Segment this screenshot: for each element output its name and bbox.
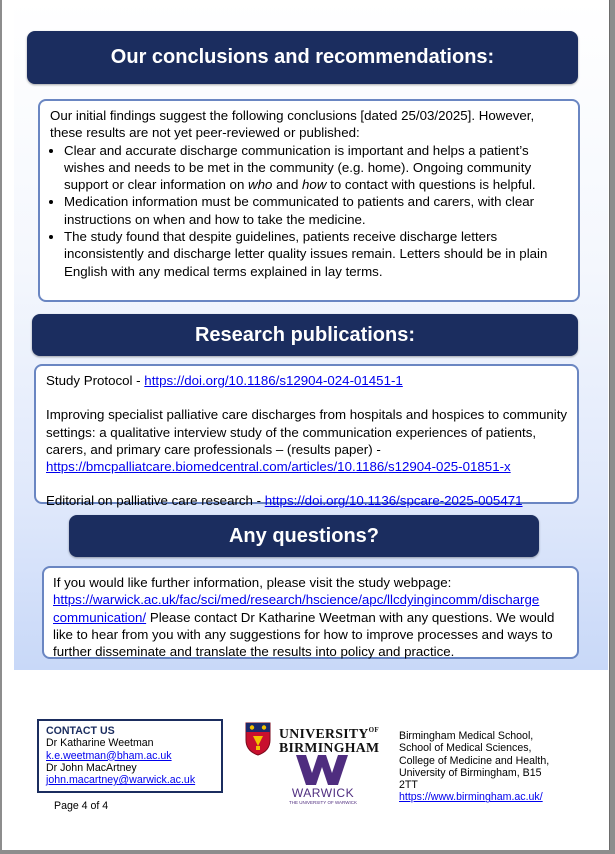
contact-box: [37, 719, 223, 793]
uob-line2: BIRMINGHAM: [279, 740, 380, 755]
study-protocol: Study Protocol - https://doi.org/10.1186/s12904-024-01451-1: [46, 373, 403, 388]
conclusions-intro: Our initial findings suggest the following conclusions [dated 25/03/2025]. However, these results are not yet peer-reviewed or published:: [50, 108, 535, 141]
document-page: [2, 0, 610, 850]
poster-panel: [14, 0, 608, 670]
uob-of: OF: [368, 726, 379, 734]
uob-line1: UNIVERSITY: [279, 726, 369, 741]
list-item: • The study found that despite guidelines, patients receive discharge letters inconsistently and discharge letter quality issues remain. Letters should be in plain English with any medical terms explained in lay terms.: [64, 228, 570, 280]
address-line: Birmingham Medical School,: [399, 730, 534, 742]
conclusions-list: [50, 142, 570, 280]
page-number: Page 4 of 4: [54, 800, 109, 812]
study-protocol-link[interactable]: https://doi.org/10.1186/s12904-024-01451-1: [144, 373, 403, 388]
contact-email-1[interactable]: k.e.weetman@bham.ac.uk: [46, 749, 172, 762]
conclusions-title: Our conclusions and recommendations:: [110, 46, 495, 68]
warwick-logo: [280, 755, 366, 807]
list-item: • Clear and accurate discharge communication is important and helps a patient’s wishes and needs to be met in the community (e.g. home). Ongoing community support or clear information on who and how to contact with questions is helpful.: [64, 142, 570, 194]
questions-banner: [69, 515, 539, 557]
questions-box: [42, 566, 579, 659]
address-line: 2TT: [399, 779, 418, 792]
publications-box: [34, 364, 579, 509]
questions-lead: If you would like further information, please visit the study webpage:: [53, 575, 452, 590]
questions-rest: Please contact Dr Katharine Weetman with any questions. We would like to hear from you with any suggestions for how to improve processes and ways to further disseminate and translate the results into policy and practice.: [53, 609, 555, 660]
warwick-w-icon: [296, 755, 348, 785]
address-line: College of Medicine and Health,: [399, 754, 550, 767]
results-paper-link[interactable]: https://bmcpalliatcare.biomedcentral.com/articles/10.1186/s12904-025-01851-x: [46, 459, 511, 475]
editorial-link[interactable]: https://doi.org/10.1136/spcare-2025-005471: [264, 493, 523, 509]
editorial: Editorial on palliative care research - https://doi.org/10.1136/spcare-2025-005471: [46, 493, 523, 509]
address-line: University of Birmingham, B15: [399, 766, 542, 779]
publications-title: Research publications:: [194, 323, 416, 346]
conclusions-banner: [27, 31, 578, 84]
conclusions-box: [38, 99, 580, 302]
warwick-name: WARWICK: [291, 786, 355, 800]
contact-heading: CONTACT US: [46, 725, 115, 737]
contact-name-2: Dr John MacArtney: [46, 761, 137, 774]
publications-banner: [32, 314, 578, 356]
contact-name-1: Dr Katharine Weetman: [46, 737, 154, 750]
study-webpage-link[interactable]: https://warwick.ac.uk/fac/sci/med/research/hscience/apc/llcdyingincomm/discharge communication/: [53, 592, 540, 625]
warwick-subtitle: THE UNIVERSITY OF WARWICK: [289, 800, 357, 805]
address-block: [399, 730, 549, 804]
list-item: • Medication information must be communicated to patients and carers, with clear instructions on when and how to take the medicine.: [64, 193, 570, 228]
uob-crest-icon: [245, 722, 271, 756]
results-paper: Improving specialist palliative care discharges from hospitals and hospices to community settings: a qualitative interview study of the communication experiences of patients, carers, and primary care professionals – (results paper) - https://bmcpalliatcare.biomedcentral.com/articles/10.1186/s12904-025-01851-x: [46, 407, 568, 475]
website-link[interactable]: https://www.birmingham.ac.uk/: [399, 791, 543, 804]
contact-email-2[interactable]: john.macartney@warwick.ac.uk: [46, 774, 196, 787]
address-line: School of Medical Sciences,: [399, 742, 532, 755]
questions-title: Any questions?: [228, 524, 379, 547]
